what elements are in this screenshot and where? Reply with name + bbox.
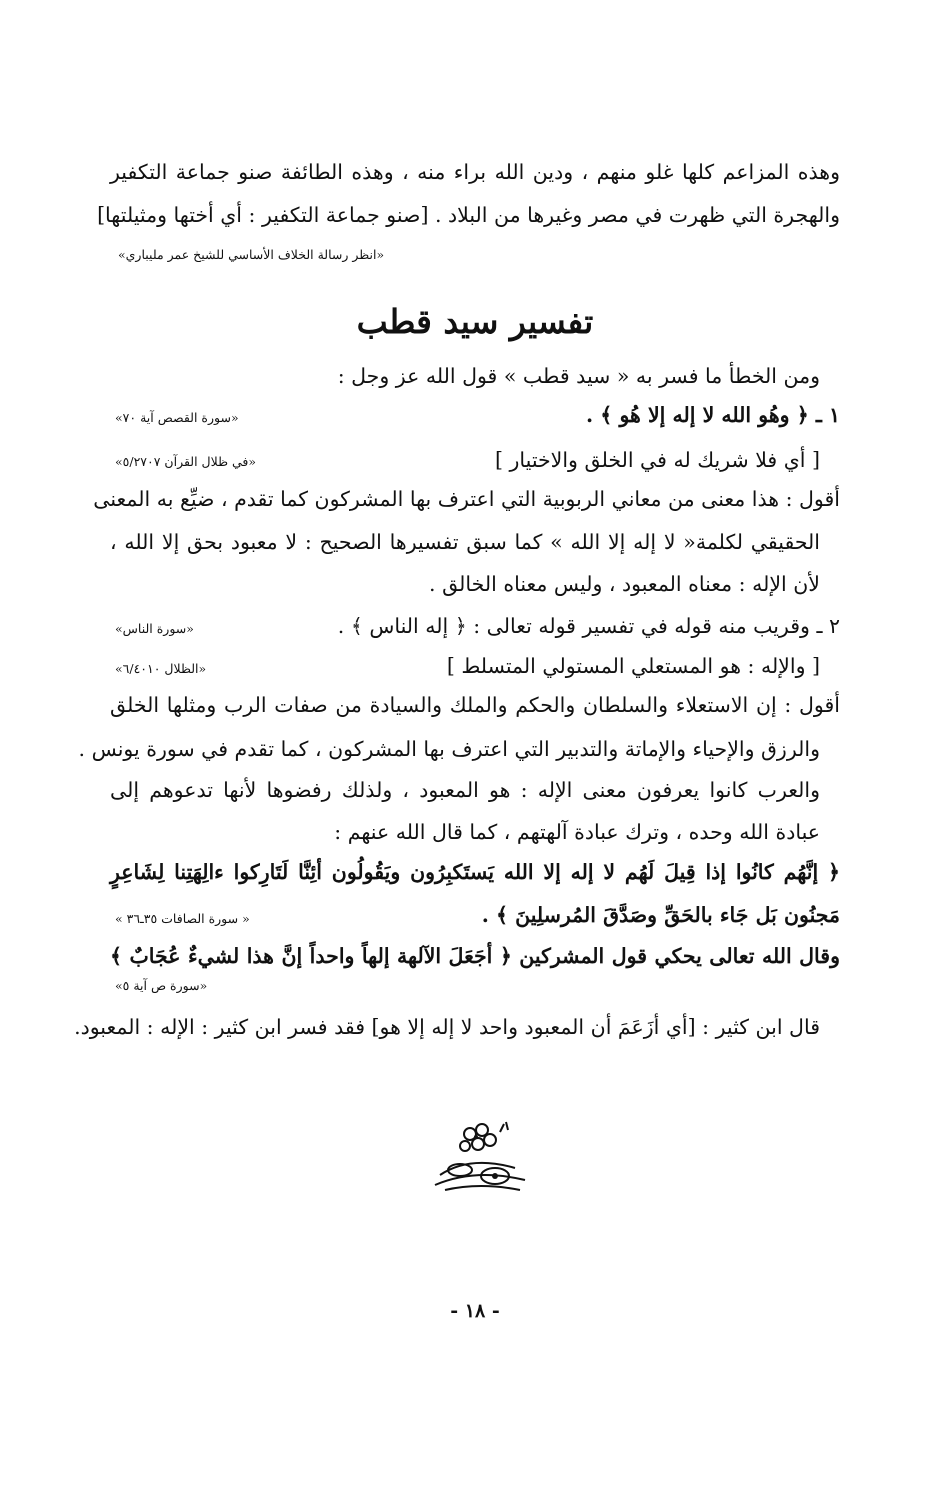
body-line-12: عبادة الله وحده ، وترك عبادة آلهتهم ، كما قال الله عنهم : xyxy=(334,820,820,844)
body-line-1: ومن الخطأ ما فسر به « سيد قطب » قول الله عز وجل : xyxy=(337,364,820,388)
body-line-3: [ أي فلا شريك له في الخلق والاختيار ] xyxy=(494,448,820,472)
quran-verse-line-1: ﴿ إنَّهُم كانُوا إذا قِيلَ لَهُم لا إله إلا الله يَستَكبِرُون ويَقُولُون أئِنَّا لَتَارِكوا ءالِهَتِنا لِشَاعِرٍ xyxy=(110,860,840,884)
body-line-15: وقال الله تعالى يحكي قول المشركين ﴿ أجَعَلَ الآلهة إلهاً واحداً إنَّ هذا لشيءٌ عُجَابٌ ﴾ xyxy=(110,944,840,968)
body-line-6: لأن الإله : معناه المعبود ، وليس معناه الخالق . xyxy=(429,572,820,596)
quran-verse-line-2: مَجنُون بَل جَاء بالحَقِّ وصَدَّقَ المُرسلِينَ ﴾ . xyxy=(481,903,840,927)
body-line-10: والرزق والإحياء والإماتة والتدبير التي اعترف بها المشركون ، كما تقدم في سورة يونس . xyxy=(78,737,820,761)
body-line-16: قال ابن كثير : [أي أزَعَمَ أن المعبود واحد لا إله إلا هو] فقد فسر ابن كثير : الإله : المعبود. xyxy=(74,1015,820,1039)
body-line-8: [ والإله : هو المستعلي المستولي المتسلط ] xyxy=(446,654,820,678)
page-heading: تفسير سيد قطب xyxy=(356,302,594,341)
body-line-11: والعرب كانوا يعرفون معنى الإله : هو المعبود ، ولذلك رفضوها لأنها تدعوهم إلى xyxy=(110,778,820,802)
body-line-7: ٢ ـ وقريب منه قوله في تفسير قوله تعالى : ﴿ إله الناس ﴾ . xyxy=(337,614,840,638)
body-line-5: الحقيقي لكلمة« لا إله إلا الله » كما سبق تفسيرها الصحيح : لا معبود بحق إلا الله ، xyxy=(110,530,820,554)
body-line-2-ref: «سورة القصص آية ٧٠» xyxy=(115,410,239,425)
body-line-8-ref: «الظلال ٦/٤٠١٠» xyxy=(115,661,207,676)
page-number: - ١٨ - xyxy=(450,1300,500,1322)
body-line-7-ref: «سورة الناس» xyxy=(115,621,194,636)
floral-ornament-icon xyxy=(420,1120,540,1200)
body-line-9: أقول : إن الاستعلاء والسلطان والحكم والملك والسيادة من صفات الرب ومثلها الخلق xyxy=(110,693,840,717)
quran-verse-ref: « سورة الصافات ٣٥ـ٣٦ » xyxy=(115,911,250,926)
body-line-3-ref: «في ظلال القرآن ٥/٢٧٠٧» xyxy=(115,454,257,469)
body-line-4: أقول : هذا معنى من معاني الربوبية التي اعترف بها المشركون كما تقدم ، ضيِّع به المعنى xyxy=(93,487,840,511)
intro-line-2: والهجرة التي ظهرت في مصر وغيرها من البلاد . [صنو جماعة التكفير : أي أختها ومثيلتها] xyxy=(97,203,840,227)
intro-line-1: وهذه المزاعم كلها غلو منهم ، ودين الله براء منه ، وهذه الطائفة صنو جماعة التكفير xyxy=(110,160,840,184)
body-line-15-ref: «سورة ص آية ٥» xyxy=(115,978,208,993)
body-line-2: ١ ـ ﴿ وهُو الله لا إله إلا هُو ﴾ . xyxy=(586,403,840,427)
source-note: «انظر رسالة الخلاف الأساسي للشيخ عمر مليباري» xyxy=(118,247,385,262)
